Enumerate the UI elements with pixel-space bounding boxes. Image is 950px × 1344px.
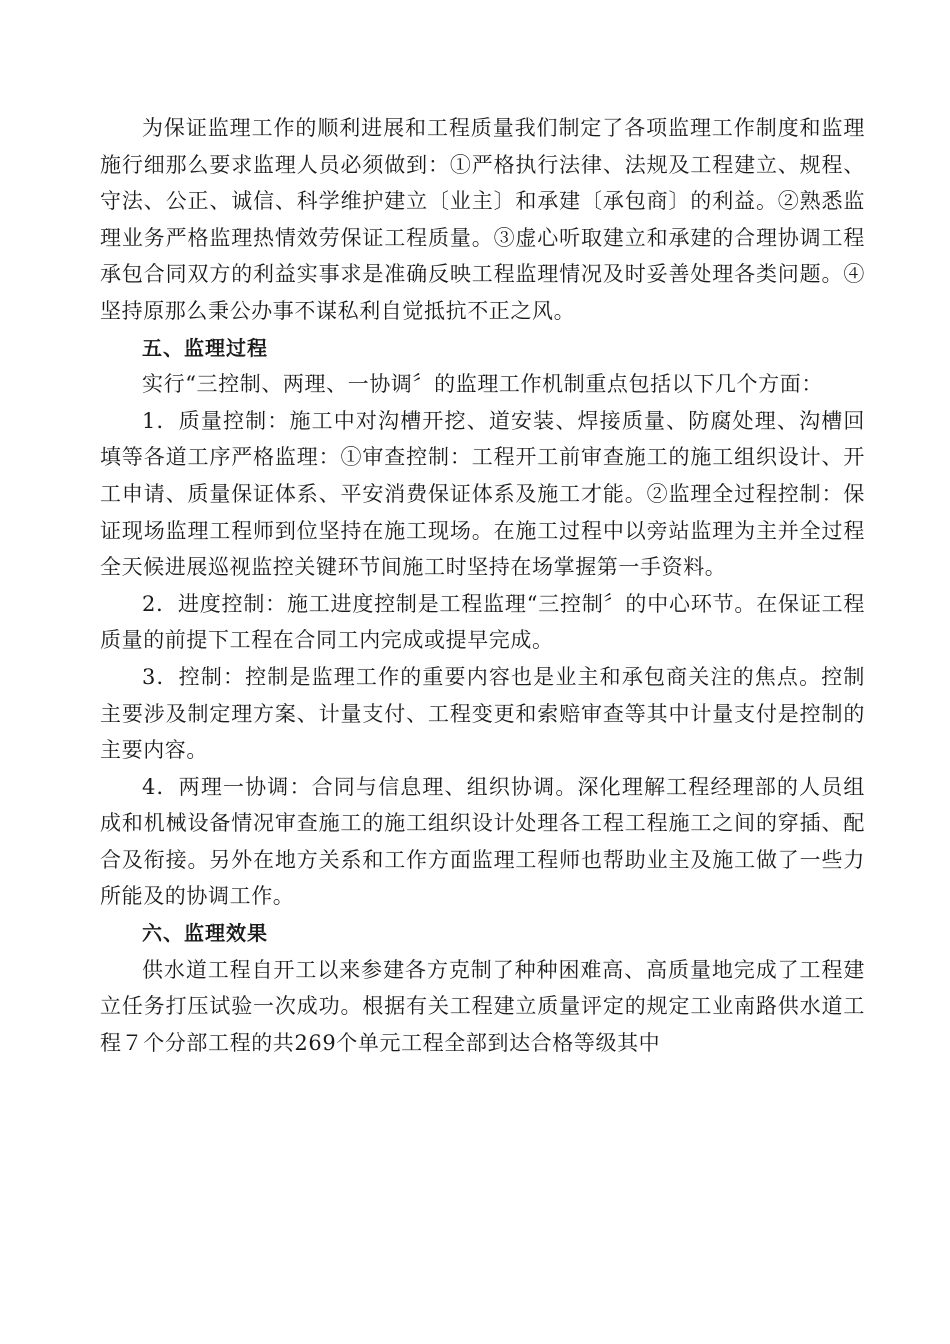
section-heading-supervision-results: 六、监理效果 bbox=[142, 921, 268, 946]
paragraph-progress-control: 2．进度控制：施工进度控制是工程监理“三控制〞的中心环节。在保证工程质量的前提下工程在合同工内完成或提早完成。 bbox=[100, 591, 865, 653]
paragraph-quality-control: 1．质量控制：施工中对沟槽开挖、道安装、焊接质量、防腐处理、沟槽回填等各道工序严格监理：①审查控制：工程开工前审查施工的施工组织设计、开工申请、质量保证体系、平安消费保证体系及施工才能。②监理全过程控制：保证现场监理工程师到位坚持在施工现场。在施工过程中以旁站监理为主并全过程全天候进展巡视监控关键环节间施工时坚持在场掌握第一手资料。 bbox=[100, 408, 865, 580]
document-page bbox=[100, 110, 865, 1061]
paragraph-work-mechanism: 实行“三控制、两理、一协调〞的监理工作机制重点包括以下几个方面： bbox=[142, 372, 823, 397]
section-heading-supervision-process: 五、监理过程 bbox=[142, 335, 268, 360]
paragraph-results-summary: 供水道工程自开工以来参建各方克制了种种困难高、高质量地完成了工程建立任务打压试验一次成功。根据有关工程建立质量评定的规定工业南路供水道工程７个分部工程的共269个单元工程全部到达合格等级其中 bbox=[100, 957, 865, 1055]
paragraph-supervision-rules: 为保证监理工作的顺利进展和工程质量我们制定了各项监理工作制度和监理施行细那么要求监理人员必须做到：①严格执行法律、法规及工程建立、规程、守法、公正、诚信、科学维护建立〔业主〕和承建〔承包商〕的利益。②熟悉监理业务严格监理热情效劳保证工程质量。③虚心听取建立和承建的合理协调工程承包合同双方的利益实事求是准确反映工程监理情况及时妥善处理各类问题。④坚持原那么秉公办事不谋私利自觉抵抗不正之风。 bbox=[100, 116, 865, 323]
paragraph-management-coordination: 4．两理一协调：合同与信息理、组织协调。深化理解工程经理部的人员组成和机械设备情况审查施工的施工组织设计处理各工程工程施工之间的穿插、配合及衔接。另外在地方关系和工作方面监理工程师也帮助业主及施工做了一些力所能及的协调工作。 bbox=[100, 774, 865, 909]
paragraph-cost-control: 3．控制：控制是监理工作的重要内容也是业主和承包商关注的焦点。控制主要涉及制定理方案、计量支付、工程变更和索赔审查等其中计量支付是控制的主要内容。 bbox=[100, 664, 865, 763]
